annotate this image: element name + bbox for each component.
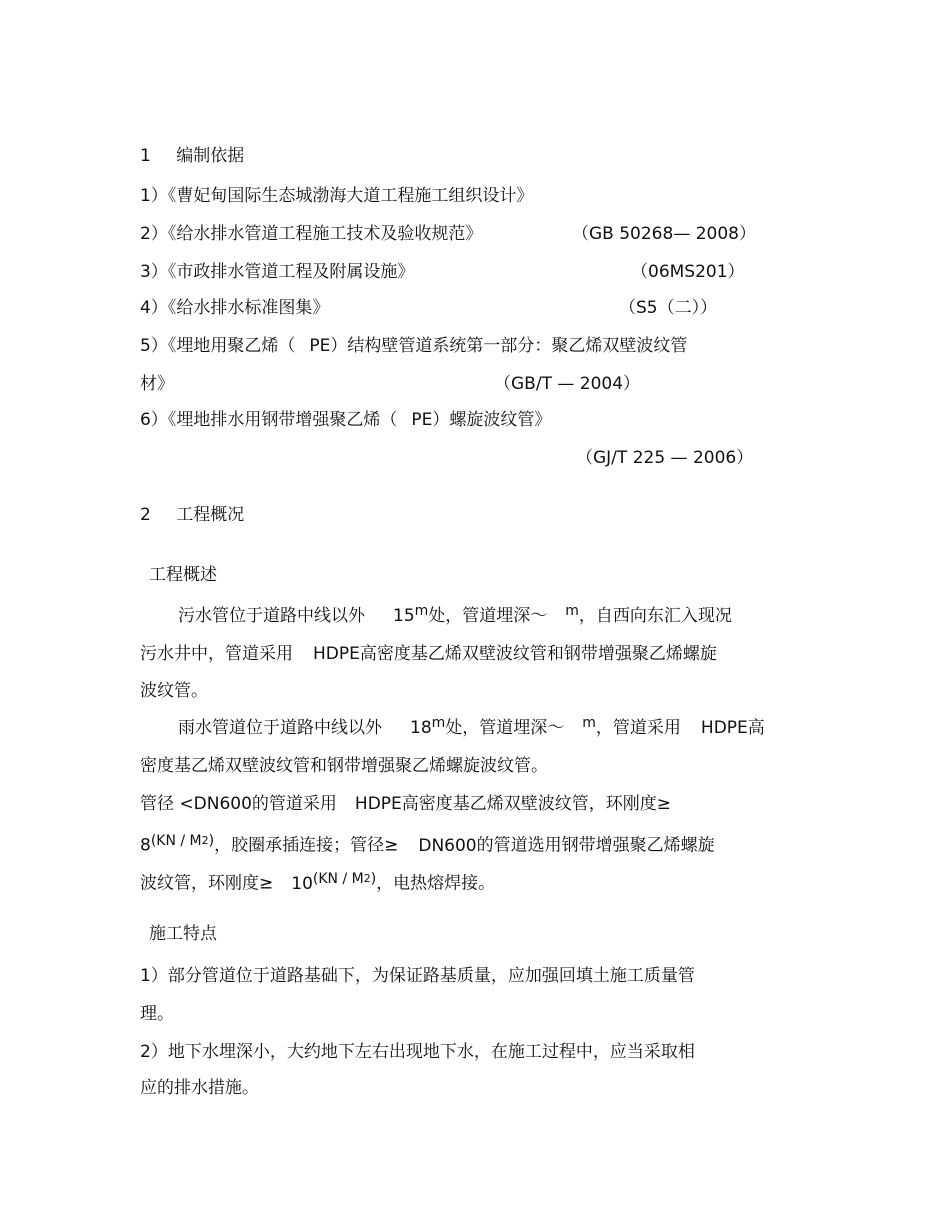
text: 高 bbox=[747, 718, 765, 738]
unit-m: m bbox=[565, 603, 579, 619]
sewage-line-2 bbox=[140, 644, 717, 664]
section-2-heading bbox=[140, 505, 244, 525]
reference-title-wrap: 材》 bbox=[140, 374, 174, 394]
subsection-title: 施工特点 bbox=[149, 924, 217, 944]
unit-m: m bbox=[431, 715, 446, 731]
item-number: 2） bbox=[140, 224, 168, 244]
text: ，电热熔焊接。 bbox=[376, 873, 496, 894]
reference-title: 《给水排水管道工程施工技术及验收规范》 bbox=[167, 224, 483, 244]
reference-title: 《给水排水标准图集》 bbox=[167, 298, 330, 318]
item-number: 1） bbox=[140, 186, 168, 206]
feature-item-cont: 应的排水措施。 bbox=[140, 1078, 259, 1098]
feature-item-cont: 理。 bbox=[140, 1004, 174, 1024]
text: 高密度基乙烯双壁波纹管，环刚度≥ bbox=[401, 794, 672, 814]
stiffness-unit: (KN / M bbox=[312, 870, 364, 887]
section-title: 工程概况 bbox=[176, 505, 245, 525]
subsection-title: 工程概述 bbox=[149, 565, 217, 585]
hdpe-label: HDPE bbox=[354, 794, 402, 814]
item-number: 6） bbox=[140, 410, 168, 430]
diameter-line-1 bbox=[140, 794, 671, 814]
text: 的管道选用钢带增强聚乙烯螺旋 bbox=[476, 835, 715, 856]
text: 的管道采用 bbox=[251, 794, 337, 814]
unit-close: ) bbox=[370, 870, 377, 887]
text: 污水井中，管道采用 bbox=[140, 644, 293, 664]
feature-item: 1）部分管道位于道路基础下，为保证路基质量，应加强回填土施工质量管 bbox=[140, 966, 695, 986]
stiffness-unit: (KN / M bbox=[150, 832, 202, 849]
text: ，胶圈承插连接；管径≥ bbox=[214, 835, 399, 856]
reference-item bbox=[140, 186, 533, 206]
stiffness-value: 8 bbox=[140, 835, 151, 856]
dn-label: DN600 bbox=[418, 835, 477, 856]
text: 波纹管，环刚度≥ bbox=[140, 873, 274, 894]
section-title: 编制依据 bbox=[176, 146, 245, 166]
text: 污水管位于道路中线以外 bbox=[178, 606, 365, 626]
unit-m: m bbox=[414, 603, 429, 619]
sewage-line-3: 波纹管。 bbox=[140, 681, 208, 701]
item-number: 3） bbox=[140, 262, 168, 282]
reference-item bbox=[140, 410, 551, 430]
pe-label: PE） bbox=[411, 410, 450, 430]
text: 处，管道埋深～ bbox=[428, 606, 548, 626]
section-number: 1 bbox=[140, 146, 151, 166]
rain-line-2: 密度基乙烯双壁波纹管和钢带增强聚乙烯螺旋波纹管。 bbox=[140, 756, 548, 776]
unit-exponent: 2 bbox=[363, 872, 371, 885]
reference-title: 《埋地排水用钢带增强聚乙烯（ bbox=[167, 410, 398, 430]
sewage-line-1 bbox=[178, 603, 732, 627]
section-number: 2 bbox=[140, 505, 151, 525]
reference-code: （GJ/T 225 — 2006） bbox=[576, 448, 754, 468]
pe-label: PE） bbox=[309, 336, 348, 356]
feature-item: 2）地下水埋深小，大约地下左右出现地下水，在施工过程中，应当采取相 bbox=[140, 1042, 695, 1062]
hdpe-label: HDPE bbox=[313, 644, 360, 664]
reference-code: （S5（二）） bbox=[619, 298, 718, 318]
reference-item bbox=[140, 298, 329, 318]
reference-title: 《埋地用聚乙烯（ bbox=[167, 336, 296, 356]
unit-close: ) bbox=[208, 832, 215, 849]
reference-item bbox=[140, 336, 687, 356]
reference-code: （GB 50268— 2008） bbox=[572, 224, 756, 244]
text: ，管道采用 bbox=[595, 718, 681, 738]
text: 管径 <DN600 bbox=[140, 794, 252, 814]
reference-code: （06MS201） bbox=[631, 262, 745, 282]
diameter-line-3 bbox=[140, 869, 495, 895]
unit-exponent: 2 bbox=[201, 834, 209, 847]
text: 处，管道埋深～ bbox=[445, 718, 565, 738]
reference-item bbox=[140, 262, 414, 282]
text: 雨水管道位于道路中线以外 bbox=[178, 718, 382, 738]
reference-title: 《曹妃甸国际生态城渤海大道工程施工组织设计》 bbox=[167, 186, 534, 206]
section-1-heading bbox=[140, 146, 244, 166]
reference-item bbox=[140, 224, 482, 244]
text: ，自西向东汇入现况 bbox=[578, 606, 732, 626]
distance-value: 15 bbox=[393, 606, 415, 626]
hdpe-label: HDPE bbox=[700, 718, 748, 738]
distance-value: 18 bbox=[410, 718, 432, 738]
stiffness-value: 10 bbox=[291, 873, 313, 894]
text: 高密度基乙烯双壁波纹管和钢带增强聚乙烯螺旋 bbox=[359, 644, 717, 664]
reference-title-cont: 螺旋波纹管》 bbox=[449, 410, 552, 430]
rain-line-1 bbox=[178, 715, 765, 739]
reference-code: （GB/T — 2004） bbox=[494, 374, 641, 394]
item-number: 4） bbox=[140, 298, 168, 318]
reference-title: 《市政排水管道工程及附属设施》 bbox=[167, 262, 415, 282]
reference-title-cont: 结构壁管道系统第一部分：聚乙烯双壁波纹管 bbox=[347, 336, 688, 356]
unit-m: m bbox=[582, 715, 596, 731]
item-number: 5） bbox=[140, 336, 168, 356]
diameter-line-2 bbox=[140, 831, 715, 857]
